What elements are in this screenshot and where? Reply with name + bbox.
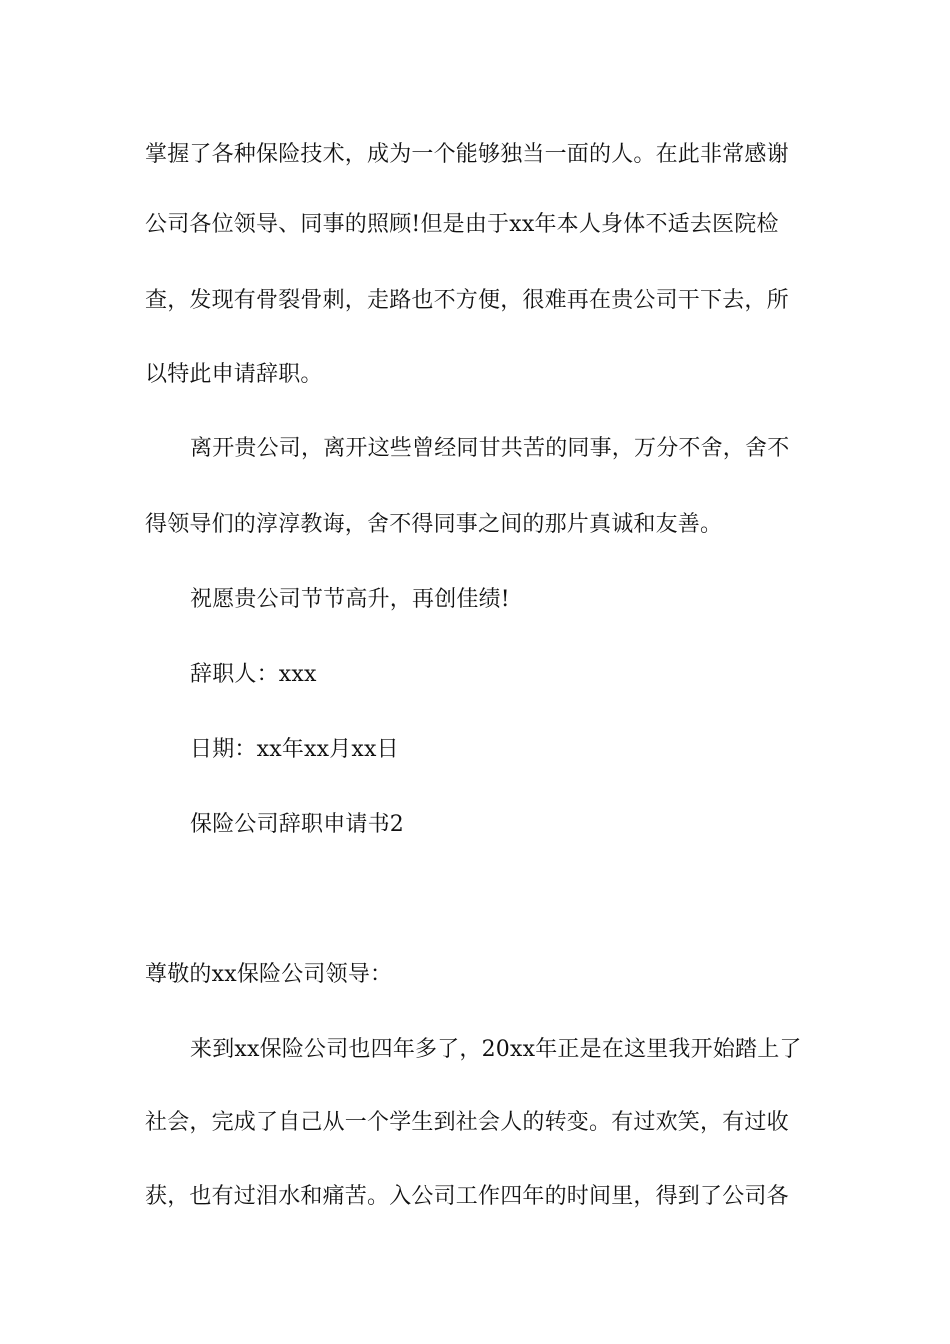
paragraph-first-line: 来到xx保险公司也四年多了，20xx年正是在这里我开始踏上了 [190, 1037, 802, 1062]
date-line: 日期：xx年xx月xx日 [190, 737, 399, 762]
closing-wish: 祝愿贵公司节节高升，再创佳绩! [190, 587, 510, 612]
body-text-line: 获，也有过泪水和痛苦。入公司工作四年的时间里，得到了公司各 [145, 1184, 789, 1209]
body-text-line: 得领导们的淳淳教诲，舍不得同事之间的那片真诚和友善。 [145, 512, 723, 537]
paragraph-first-line: 离开贵公司，离开这些曾经同甘共苦的同事，万分不舍，舍不 [190, 436, 790, 461]
body-text-line: 社会，完成了自己从一个学生到社会人的转变。有过欢笑，有过收 [145, 1110, 789, 1135]
salutation: 尊敬的xx保险公司领导： [145, 962, 393, 987]
body-text-line: 以特此申请辞职。 [145, 362, 323, 387]
body-text-line: 查，发现有骨裂骨刺，走路也不方便，很难再在贵公司干下去，所 [145, 288, 789, 313]
section-title: 保险公司辞职申请书2 [190, 812, 404, 837]
body-text-line: 公司各位领导、同事的照顾!但是由于xx年本人身体不适去医院检 [145, 212, 779, 237]
body-text-line: 掌握了各种保险技术，成为一个能够独当一面的人。在此非常感谢 [145, 142, 789, 167]
resigner-signature: 辞职人：xxx [190, 662, 317, 687]
